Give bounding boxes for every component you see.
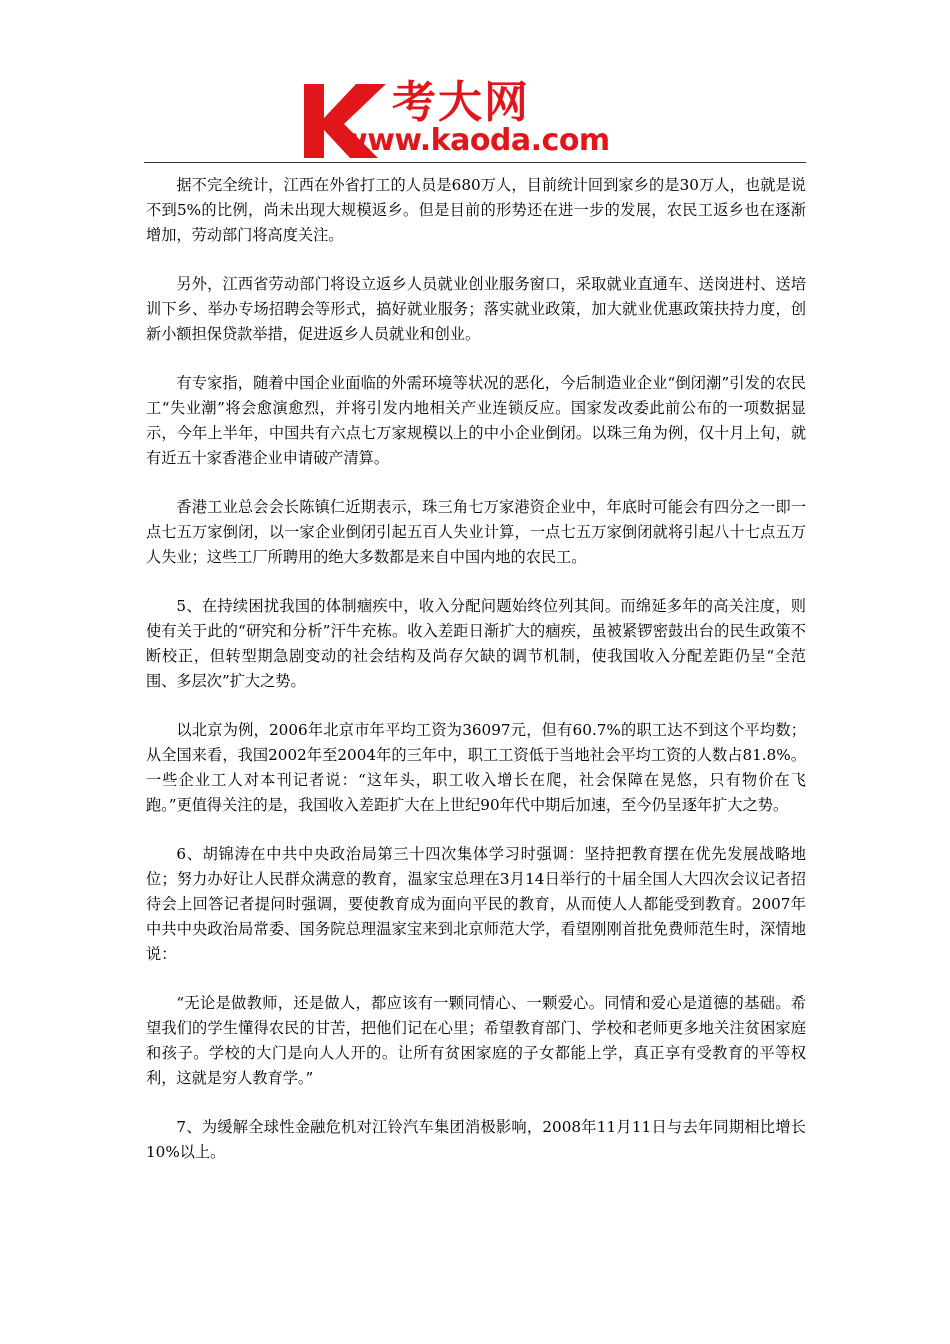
paragraph: 有专家指，随着中国企业面临的外需环境等状况的恶化，今后制造业企业“倒闭潮”引发的农民工“失业潮”将会愈演愈烈，并将引发内地相关产业连锁反应。国家发改委此前公布的一项数据显示，今年上半年，中国共有六点七万家规模以上的中小企业倒闭。以珠三角为例，仅十月上旬，就有近五十家香港企业申请破产清算。 <box>146 374 806 467</box>
logo-url: www.kaoda.com <box>340 123 610 158</box>
paragraph: 据不完全统计，江西在外省打工的人员是680万人，目前统计回到家乡的是30万人，也就是说不到5%的比例，尚未出现大规模返乡。但是目前的形势还在进一步的发展，农民工返乡也在逐渐增加，劳动部门将高度关注。 <box>146 176 806 244</box>
article-body <box>146 173 806 1189</box>
paragraph: 以北京为例，2006年北京市年平均工资为36097元，但有60.7%的职工达不到这个平均数；从全国来看，我国2002年至2004年的三年中，职工工资低于当地社会平均工资的人数占81.8%。一些企业工人对本刊记者说：“这年头，职工收入增长在爬，社会保障在晃悠，只有物价在飞跑。”更值得关注的是，我国收入差距扩大在上世纪90年代中期后加速，至今仍呈逐年扩大之势。 <box>146 721 806 814</box>
quote-paragraph: “无论是做教师，还是做人，都应该有一颗同情心、一颗爱心。同情和爱心是道德的基础。希望我们的学生懂得农民的甘苦，把他们记在心里；希望教育部门、学校和老师更多地关注贫困家庭和孩子。学校的大门是向人人开的。让所有贫困家庭的子女都能上学，真正享有受教育的平等权利，这就是穷人教育学。” <box>146 994 806 1087</box>
paragraph: 6、胡锦涛在中共中央政治局第三十四次集体学习时强调：坚持把教育摆在优先发展战略地位；努力办好让人民群众满意的教育，温家宝总理在3月14日举行的十届全国人大四次会议记者招待会上回答记者提问时强调，要使教育成为面向平民的教育，从而使人人都能受到教育。2007年中共中央政治局常委、国务院总理温家宝来到北京师范大学，看望刚刚首批免费师范生时，深情地说： <box>146 845 806 963</box>
logo-title: 考大网 <box>392 77 530 128</box>
header-divider <box>144 162 806 163</box>
paragraph: 另外，江西省劳动部门将设立返乡人员就业创业服务窗口，采取就业直通车、送岗进村、送培训下乡、举办专场招聘会等形式，搞好就业服务；落实就业政策，加大就业优惠政策扶持力度，创新小额担保贷款举措，促进返乡人员就业和创业。 <box>146 275 806 343</box>
paragraph: 7、为缓解全球性金融危机对江铃汽车集团消极影响，2008年11月11日与去年同期相比增长10%以上。 <box>146 1118 806 1161</box>
paragraph: 香港工业总会会长陈镇仁近期表示，珠三角七万家港资企业中，年底时可能会有四分之一即一点七五万家倒闭，以一家企业倒闭引起五百人失业计算，一点七五万家倒闭就将引起八十七点五万人失业；这些工厂所聘用的绝大多数都是来自中国内地的农民工。 <box>146 498 806 566</box>
kaoda-logo[interactable] <box>300 78 650 160</box>
paragraph: 5、在持续困扰我国的体制痼疾中，收入分配问题始终位列其间。而绵延多年的高关注度，则使有关于此的“研究和分析”汗牛充栋。收入差距日渐扩大的痼疾，虽被紧锣密鼓出台的民生政策不断校正，但转型期急剧变动的社会结构及尚存欠缺的调节机制，使我国收入分配差距仍呈“全范围、多层次”扩大之势。 <box>146 597 806 690</box>
